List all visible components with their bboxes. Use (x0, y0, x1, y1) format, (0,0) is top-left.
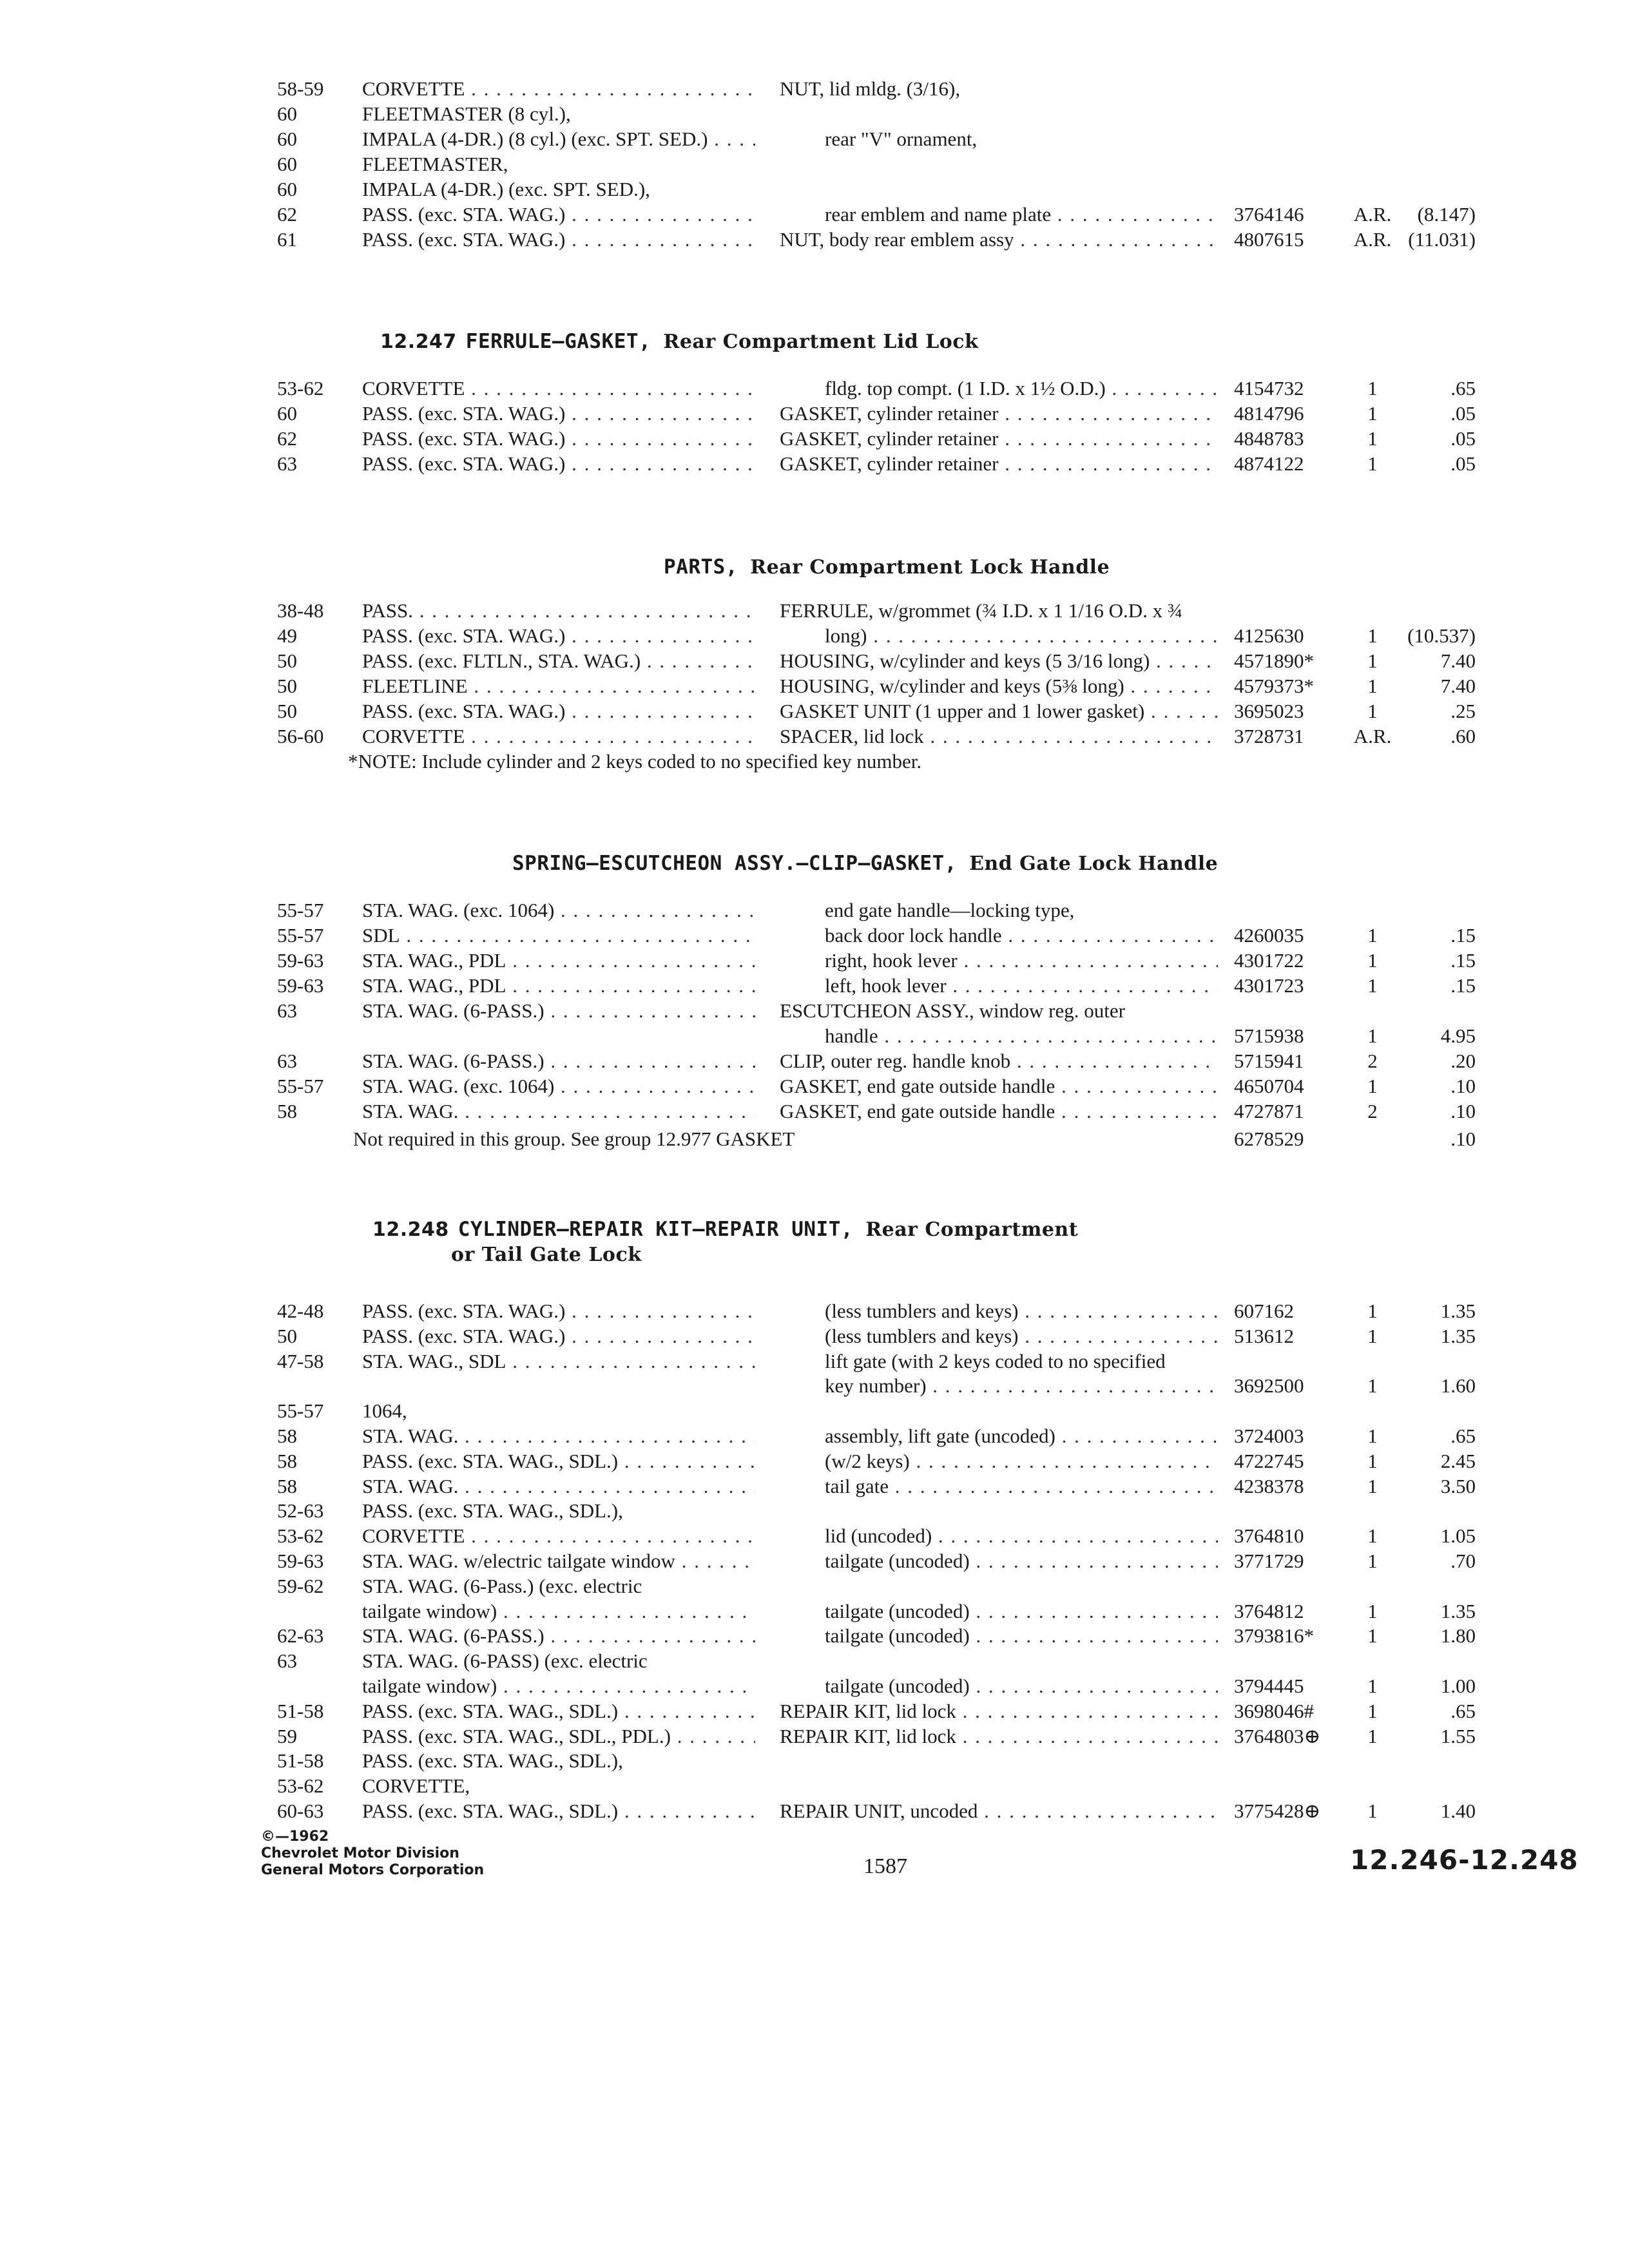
part-row (0, 1724, 1629, 1749)
model-year: 59-63 (277, 1550, 324, 1572)
part-row (0, 1398, 1629, 1424)
part-row (0, 1448, 1629, 1474)
part-number: 4722745 (1234, 1449, 1304, 1472)
part-number: 3793816* (1234, 1624, 1314, 1648)
part-row (0, 1623, 1629, 1649)
part-row (0, 598, 1629, 624)
quantity: 1 (1367, 1675, 1378, 1697)
heading-group-number: 12.247 (380, 331, 457, 353)
model-year: 50 (277, 649, 297, 672)
part-description: REPAIR UNIT, uncoded . . . (780, 1798, 1218, 1824)
model-name: PASS. (exc. STA. WAG., SDL.), (362, 1499, 623, 1523)
model-year: 60-63 (277, 1800, 324, 1822)
list-price: .15 (1451, 974, 1476, 997)
model-year: 49 (277, 624, 297, 647)
model-name: 1064, (362, 1399, 407, 1423)
part-row (0, 1498, 1629, 1524)
model-name: PASS. (exc. STA. WAG.) . . . (362, 451, 755, 477)
part-description: long) . . . (825, 623, 1218, 649)
part-number: 4727871 (1234, 1100, 1304, 1122)
part-number: 3794445 (1234, 1675, 1304, 1697)
part-row (0, 1474, 1629, 1499)
model-name: CORVETTE . . . (362, 1523, 755, 1549)
model-name: PASS. (exc. STA. WAG.) . . . (362, 401, 755, 427)
model-year: 50 (277, 1324, 297, 1347)
part-row (0, 426, 1629, 452)
quantity: 1 (1367, 1324, 1378, 1347)
model-year: 60 (277, 178, 297, 200)
model-name: PASS. (exc. STA. WAG.) . . . (362, 1298, 755, 1324)
model-year: 42-48 (277, 1300, 324, 1322)
heading-title: PARTS, (664, 555, 751, 579)
quantity: 1 (1367, 1624, 1378, 1648)
section-heading (372, 1218, 1078, 1266)
part-row (0, 1099, 1629, 1124)
model-year: 55-57 (277, 1399, 324, 1423)
part-row (0, 1599, 1629, 1624)
part-description: back door lock handle . . . (825, 923, 1218, 948)
part-number: 4125630 (1234, 624, 1304, 647)
part-number: 607162 (1234, 1300, 1294, 1322)
model-name: tailgate window) . . . (362, 1599, 755, 1624)
model-name: FLEETMASTER (8 cyl.), (362, 102, 571, 125)
list-price: .65 (1451, 1425, 1476, 1447)
list-price: .10 (1451, 1100, 1476, 1122)
quantity: 1 (1367, 402, 1378, 425)
quantity: A.R. (1353, 725, 1392, 747)
list-price: 1.35 (1440, 1324, 1476, 1347)
part-description: HOUSING, w/cylinder and keys (5 3/16 long) . . . (780, 648, 1218, 674)
part-description: (less tumblers and keys) . . . (825, 1298, 1218, 1324)
part-number: 5715938 (1234, 1024, 1304, 1047)
heading-title: SPRING—ESCUTCHEON ASSY.—CLIP—GASKET, (512, 852, 970, 875)
part-description: GASKET, end gate outside handle . . . (780, 1099, 1218, 1124)
model-year: 58 (277, 1100, 297, 1122)
heading-subtitle: Rear Compartment Lock Handle (750, 556, 1110, 579)
model-year: 53-62 (277, 1774, 324, 1798)
part-number: 3764146 (1234, 203, 1304, 226)
list-price: (11.031) (1408, 228, 1476, 251)
list-price: 1.55 (1440, 1724, 1476, 1747)
model-name: STA. WAG., PDL . . . (362, 973, 755, 999)
list-price: .65 (1451, 377, 1476, 399)
footer-publisher (261, 1829, 484, 1879)
part-number: 4807615 (1234, 228, 1304, 251)
list-price: .25 (1451, 700, 1476, 722)
part-description: (w/2 keys) . . . (825, 1448, 1218, 1474)
quantity: 1 (1367, 1449, 1378, 1472)
part-description: lift gate (with 2 keys coded to no specified (825, 1349, 1166, 1372)
model-year: 59-62 (277, 1574, 324, 1597)
model-year: 47-58 (277, 1349, 324, 1372)
part-row (0, 1349, 1629, 1374)
part-row (0, 623, 1629, 649)
model-name: STA. WAG. . . . (362, 1474, 755, 1499)
model-name: PASS. (exc. STA. WAG., SDL.) . . . (362, 1798, 755, 1824)
list-price: .10 (1451, 1075, 1476, 1097)
model-name: STA. WAG. (6-PASS.) . . . (362, 1623, 755, 1649)
part-description: REPAIR KIT, lid lock . . . (780, 1698, 1218, 1724)
model-year: 53-62 (277, 377, 324, 399)
model-year: 60 (277, 102, 297, 125)
part-row (0, 177, 1629, 202)
list-price: 1.80 (1440, 1624, 1476, 1648)
model-year: 63 (277, 452, 297, 475)
part-row (0, 1798, 1629, 1824)
list-price: 1.35 (1440, 1599, 1476, 1622)
model-name: STA. WAG. (6-PASS) (exc. electric (362, 1649, 648, 1673)
page-number: 1587 (863, 1854, 907, 1878)
model-name: CORVETTE, (362, 1774, 470, 1798)
part-description: tailgate (uncoded) . . . (825, 1623, 1218, 1649)
part-row (0, 1323, 1629, 1349)
part-description: ESCUTCHEON ASSY., window reg. outer (780, 999, 1125, 1022)
model-name: PASS. (exc. STA. WAG.) . . . (362, 202, 755, 227)
model-name: IMPALA (4-DR.) (8 cyl.) (exc. SPT. SED.) . . . (362, 126, 755, 152)
part-number: 4154732 (1234, 377, 1304, 399)
part-description: GASKET, cylinder retainer . . . (780, 451, 1218, 477)
model-name: FLEETLINE . . . (362, 673, 755, 699)
model-name: PASS. (exc. STA. WAG.) . . . (362, 426, 755, 452)
model-name: CORVETTE . . . (362, 76, 755, 102)
trailer-text: Not required in this group. See group 12.977 GASKET (353, 1128, 795, 1150)
part-row (0, 227, 1629, 253)
part-description: NUT, lid mldg. (3/16), (780, 77, 961, 100)
model-year: 58 (277, 1474, 297, 1497)
model-name: STA. WAG. . . . (362, 1423, 755, 1449)
quantity: 1 (1367, 1075, 1378, 1097)
model-name: PASS. (exc. STA. WAG., SDL.) . . . (362, 1698, 755, 1724)
part-description: GASKET, cylinder retainer . . . (780, 401, 1218, 427)
model-name: STA. WAG. (exc. 1064) . . . (362, 1073, 755, 1099)
model-year: 50 (277, 675, 297, 697)
quantity: 1 (1367, 1374, 1378, 1398)
part-row (0, 898, 1629, 923)
model-name: STA. WAG. (6-Pass.) (exc. electric (362, 1574, 642, 1597)
part-row (0, 401, 1629, 427)
model-year: 52-63 (277, 1499, 324, 1523)
quantity: 1 (1367, 1724, 1378, 1747)
list-price: .60 (1451, 725, 1476, 747)
model-year: 51-58 (277, 1749, 324, 1773)
quantity: 1 (1367, 1550, 1378, 1572)
list-price: .70 (1451, 1550, 1476, 1572)
part-row (0, 1523, 1629, 1549)
model-year: 59-63 (277, 949, 324, 972)
part-number: 3695023 (1234, 700, 1304, 722)
model-year: 55-57 (277, 1075, 324, 1097)
part-row (0, 76, 1629, 102)
footer-division: Chevrolet Motor Division (261, 1845, 459, 1861)
list-price: .05 (1451, 402, 1476, 425)
part-description: HOUSING, w/cylinder and keys (5⅜ long) . . . (780, 673, 1218, 699)
part-row (0, 1573, 1629, 1599)
quantity: 1 (1367, 427, 1378, 450)
part-row (0, 1298, 1629, 1324)
quantity: 1 (1367, 1524, 1378, 1548)
model-year: 55-57 (277, 924, 324, 947)
list-price: (10.537) (1407, 624, 1476, 647)
part-number: 5715941 (1234, 1050, 1304, 1072)
model-name: PASS. (exc. FLTLN., STA. WAG.) . . . (362, 648, 755, 674)
part-row (0, 1048, 1629, 1074)
part-number: 4301723 (1234, 974, 1304, 997)
list-price: .65 (1451, 1699, 1476, 1722)
quantity: 1 (1367, 649, 1378, 672)
part-number: 4301722 (1234, 949, 1304, 972)
model-year: 51-58 (277, 1699, 324, 1722)
model-year: 60 (277, 402, 297, 425)
part-number: 3764803⊕ (1234, 1724, 1321, 1747)
part-description: CLIP, outer reg. handle knob . . . (780, 1048, 1218, 1074)
quantity: A.R. (1353, 228, 1392, 251)
list-price: 1.00 (1440, 1675, 1476, 1697)
quantity: 1 (1367, 974, 1378, 997)
part-row (0, 948, 1629, 974)
part-row (0, 698, 1629, 724)
model-name: PASS. (exc. STA. WAG., SDL.), (362, 1749, 623, 1773)
heading-line2: or Tail Gate Lock (451, 1244, 642, 1266)
part-description: assembly, lift gate (uncoded) . . . (825, 1423, 1218, 1449)
part-number: 3692500 (1234, 1374, 1304, 1398)
model-year: 58 (277, 1425, 297, 1447)
part-number: 513612 (1234, 1324, 1294, 1347)
list-price: .15 (1451, 949, 1476, 972)
list-price: 7.40 (1440, 675, 1476, 697)
model-year: 55-57 (277, 899, 324, 921)
model-name: tailgate window) . . . (362, 1673, 755, 1699)
model-name: STA. WAG. (6-PASS.) . . . (362, 998, 755, 1024)
part-row (0, 973, 1629, 999)
part-number: 3764810 (1234, 1524, 1304, 1548)
list-price: 7.40 (1440, 649, 1476, 672)
heading-subtitle: Rear Compartment (865, 1218, 1079, 1241)
part-number: 4848783 (1234, 427, 1304, 450)
part-description: GASKET, cylinder retainer . . . (780, 426, 1218, 452)
part-row (0, 1423, 1629, 1449)
model-name: PASS. . . . (362, 598, 755, 624)
group-range: 12.246-12.248 (1350, 1844, 1579, 1876)
model-name: STA. WAG. (6-PASS.) . . . (362, 1048, 755, 1074)
quantity: 1 (1367, 1800, 1378, 1822)
quantity: 1 (1367, 452, 1378, 475)
part-number: 3728731 (1234, 725, 1304, 747)
model-name: STA. WAG., SDL . . . (362, 1349, 755, 1374)
part-description: handle . . . (825, 1023, 1218, 1049)
trailer-row (0, 1126, 1629, 1152)
model-year: 62 (277, 427, 297, 450)
part-row (0, 376, 1629, 401)
quantity: 1 (1367, 700, 1378, 722)
part-number: 3775428⊕ (1234, 1800, 1321, 1822)
model-name: STA. WAG., PDL . . . (362, 948, 755, 974)
part-row (0, 648, 1629, 674)
model-name: PASS. (exc. STA. WAG.) . . . (362, 227, 755, 253)
heading-subtitle: Rear Compartment Lid Lock (663, 331, 979, 353)
model-year: 50 (277, 700, 297, 722)
list-price: .10 (1451, 1128, 1476, 1150)
part-description: (less tumblers and keys) . . . (825, 1323, 1218, 1349)
section-heading (664, 555, 1110, 579)
section-note: *NOTE: Include cylinder and 2 keys coded to no specified key number. (348, 750, 922, 773)
part-description: lid (uncoded) . . . (825, 1523, 1218, 1549)
part-number: 4238378 (1234, 1474, 1304, 1497)
model-name: PASS. (exc. STA. WAG., SDL., PDL.) . . . (362, 1724, 755, 1749)
part-row (0, 1698, 1629, 1724)
part-description: FERRULE, w/grommet (¾ I.D. x 1 1/16 O.D. x ¾ (780, 599, 1183, 622)
part-number: 6278529 (1234, 1128, 1304, 1150)
part-row (0, 1548, 1629, 1574)
quantity: 1 (1367, 1599, 1378, 1622)
quantity: 1 (1367, 924, 1378, 947)
model-year: 56-60 (277, 725, 324, 747)
part-number: 3698046# (1234, 1699, 1314, 1722)
model-year: 60 (277, 128, 297, 150)
list-price: .05 (1451, 427, 1476, 450)
model-year: 62-63 (277, 1624, 324, 1648)
quantity: 1 (1367, 1300, 1378, 1322)
list-price: .15 (1451, 924, 1476, 947)
list-price: .05 (1451, 452, 1476, 475)
part-row (0, 202, 1629, 227)
part-row (0, 1073, 1629, 1099)
part-description: left, hook lever . . . (825, 973, 1218, 999)
quantity: 2 (1367, 1100, 1378, 1122)
part-description: fldg. top compt. (1 I.D. x 1½ O.D.) . . . (825, 376, 1218, 401)
part-row (0, 1748, 1629, 1774)
list-price: 4.95 (1440, 1024, 1476, 1047)
model-name: PASS. (exc. STA. WAG.) . . . (362, 1323, 755, 1349)
part-row (0, 1648, 1629, 1674)
list-price: 3.50 (1440, 1474, 1476, 1497)
part-description: REPAIR KIT, lid lock . . . (780, 1724, 1218, 1749)
list-price: 2.45 (1440, 1449, 1476, 1472)
part-description: GASKET UNIT (1 upper and 1 lower gasket) . . . (780, 698, 1218, 724)
model-year: 58 (277, 1449, 297, 1472)
part-description: right, hook lever . . . (825, 948, 1218, 974)
part-description: key number) . . . (825, 1373, 1218, 1399)
quantity: 1 (1367, 1425, 1378, 1447)
quantity: 1 (1367, 1474, 1378, 1497)
model-year: 59-63 (277, 974, 324, 997)
part-number: 4814796 (1234, 402, 1304, 425)
quantity: 1 (1367, 624, 1378, 647)
quantity: 2 (1367, 1050, 1378, 1072)
model-name: PASS. (exc. STA. WAG.) . . . (362, 698, 755, 724)
quantity: 1 (1367, 1024, 1378, 1047)
part-row (0, 724, 1629, 749)
quantity: A.R. (1353, 203, 1392, 226)
part-row (0, 998, 1629, 1024)
part-number: 3764812 (1234, 1599, 1304, 1622)
heading-title: CYLINDER—REPAIR KIT—REPAIR UNIT, (458, 1218, 866, 1241)
list-price: 1.60 (1440, 1374, 1476, 1398)
model-year: 60 (277, 153, 297, 175)
model-name: STA. WAG. (exc. 1064) . . . (362, 898, 755, 923)
part-row (0, 101, 1629, 127)
part-row (0, 451, 1629, 477)
part-number: 4260035 (1234, 924, 1304, 947)
part-number: 4579373* (1234, 675, 1314, 697)
list-price: 1.05 (1440, 1524, 1476, 1548)
part-number: 3724003 (1234, 1425, 1304, 1447)
model-name: STA. WAG. . . . (362, 1099, 755, 1124)
model-name: CORVETTE . . . (362, 376, 755, 401)
list-price: .20 (1451, 1050, 1476, 1072)
part-row (0, 126, 1629, 152)
part-description: tailgate (uncoded) . . . (825, 1673, 1218, 1699)
part-description: SPACER, lid lock . . . (780, 724, 1218, 749)
model-name: PASS. (exc. STA. WAG., SDL.) . . . (362, 1448, 755, 1474)
model-year: 59 (277, 1724, 297, 1747)
part-description: tailgate (uncoded) . . . (825, 1599, 1218, 1624)
part-row (0, 1373, 1629, 1399)
part-row (0, 1023, 1629, 1049)
part-description: NUT, body rear emblem assy . . . (780, 227, 1218, 253)
part-row (0, 923, 1629, 948)
model-year: 63 (277, 1050, 297, 1072)
model-name: FLEETMASTER, (362, 153, 508, 175)
list-price: 1.35 (1440, 1300, 1476, 1322)
part-number: 4650704 (1234, 1075, 1304, 1097)
model-year: 63 (277, 999, 297, 1022)
model-year: 61 (277, 228, 297, 251)
footer-copyright: ©—1962 (261, 1829, 329, 1845)
list-price: (8.147) (1417, 203, 1476, 226)
part-number: 4874122 (1234, 452, 1304, 475)
list-price: 1.40 (1440, 1800, 1476, 1822)
section-heading (512, 852, 1218, 875)
model-name: PASS. (exc. STA. WAG.) . . . (362, 623, 755, 649)
part-row (0, 151, 1629, 177)
part-description: end gate handle—locking type, (825, 899, 1075, 921)
part-description: rear emblem and name plate . . . (825, 202, 1218, 227)
model-name: SDL . . . (362, 923, 755, 948)
part-number: 3771729 (1234, 1550, 1304, 1572)
section-heading (380, 330, 978, 353)
model-name: STA. WAG. w/electric tailgate window . . . (362, 1548, 755, 1574)
model-year: 38-48 (277, 599, 324, 622)
footer-corporation: General Motors Corporation (261, 1862, 485, 1878)
model-year: 62 (277, 203, 297, 226)
heading-group-number: 12.248 (372, 1218, 449, 1241)
part-row (0, 1673, 1629, 1699)
quantity: 1 (1367, 675, 1378, 697)
quantity: 1 (1367, 377, 1378, 399)
part-description: tailgate (uncoded) . . . (825, 1548, 1218, 1574)
model-year: 63 (277, 1649, 297, 1673)
part-number: 4571890* (1234, 649, 1314, 672)
part-row (0, 1773, 1629, 1799)
quantity: 1 (1367, 1699, 1378, 1722)
part-description: GASKET, end gate outside handle . . . (780, 1073, 1218, 1099)
part-row (0, 673, 1629, 699)
model-year: 53-62 (277, 1524, 324, 1548)
model-name: CORVETTE . . . (362, 724, 755, 749)
part-description: tail gate . . . (825, 1474, 1218, 1499)
heading-subtitle: End Gate Lock Handle (969, 852, 1219, 875)
model-year: 58-59 (277, 77, 324, 100)
heading-title: FERRULE—GASKET, (465, 330, 664, 353)
quantity: 1 (1367, 949, 1378, 972)
part-description: rear "V" ornament, (825, 128, 978, 150)
model-name: IMPALA (4-DR.) (exc. SPT. SED.), (362, 178, 650, 200)
